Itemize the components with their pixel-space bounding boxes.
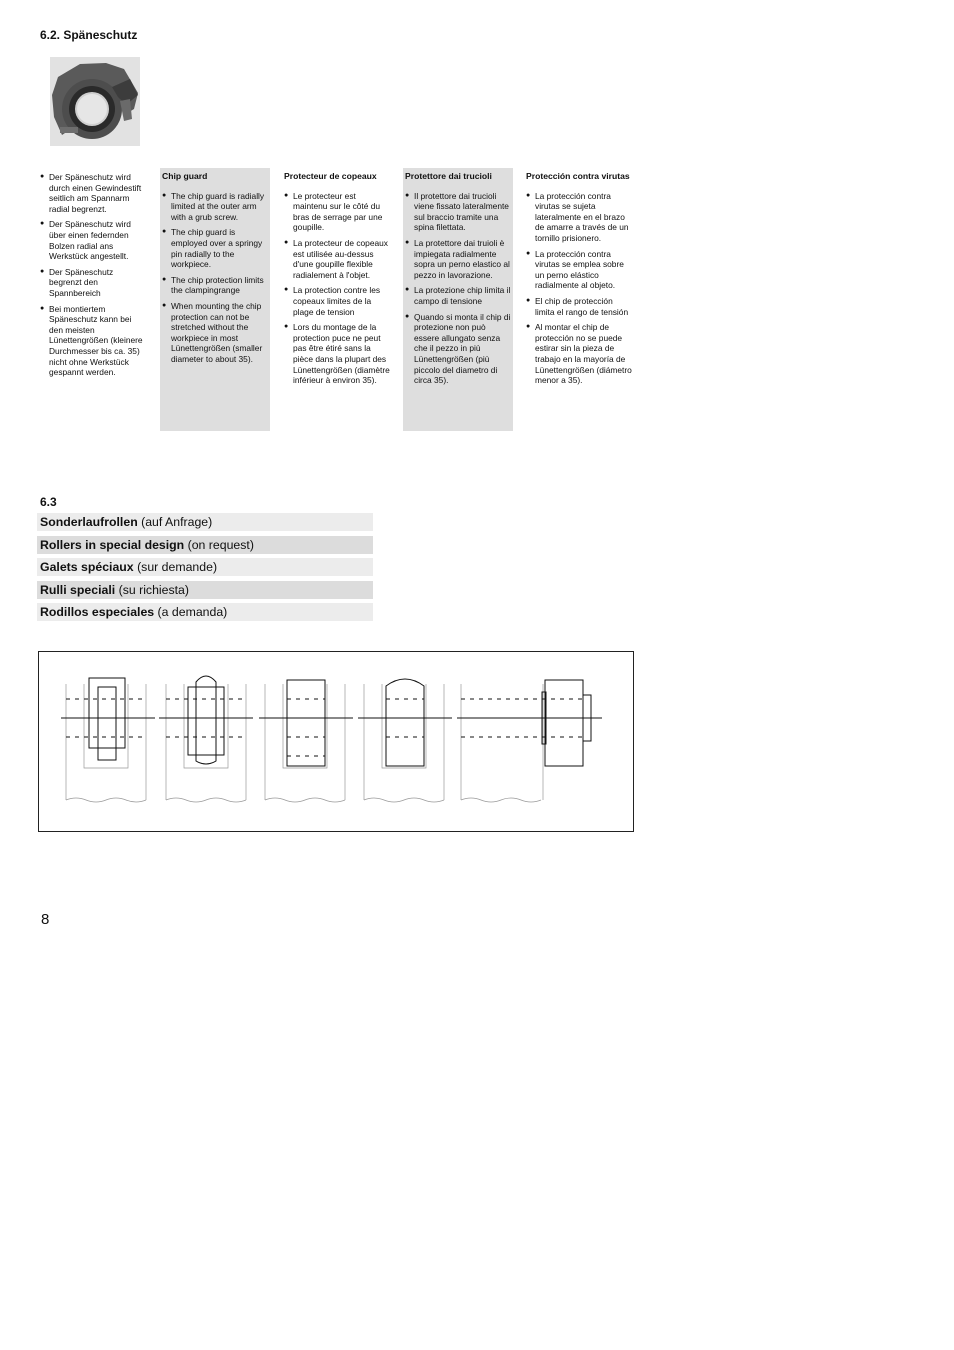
section-6-2-title: 6.2. Späneschutz bbox=[40, 28, 138, 42]
column-english bbox=[160, 168, 270, 431]
page-number: 8 bbox=[41, 911, 50, 928]
row-note: (sur demande) bbox=[133, 560, 218, 574]
language-row-en bbox=[37, 536, 373, 554]
list-item: ● La protección contra virutas se sujeta lateralmente en el brazo de amarre a través de un tornillo prisionero. bbox=[526, 191, 632, 244]
list-item: ● Bei montiertem Späneschutz kann bei den meisten Lünettengrößen (kleinere Durchmesser bis ca. 35) nicht ohne Werkstück gespannt werden. bbox=[40, 304, 146, 378]
list-item: ● Quando si monta il chip di protezione non può essere allungato senza che il pezzo in più Lünettengrößen (più piccolo del diametro di circa 35). bbox=[405, 312, 511, 386]
list-item: ● La protezione chip limita il campo di tensione bbox=[405, 285, 511, 306]
list-item: ● The chip protection limits the clampingrange bbox=[162, 275, 268, 296]
row-note: (su richiesta) bbox=[115, 582, 189, 597]
roller-design-1 bbox=[61, 678, 155, 802]
list-item: ● La protección contra virutas se emplea sobre un perno elástico radialmente al objeto. bbox=[526, 249, 632, 291]
roller-design-3 bbox=[259, 680, 353, 802]
section-6-3-number: 6.3 bbox=[40, 495, 57, 509]
roller-designs-diagram bbox=[38, 651, 634, 832]
row-note: (on request) bbox=[184, 537, 254, 552]
column-heading: Protección contra virutas bbox=[526, 171, 630, 181]
list-item: ● The chip guard is employed over a springy pin radially to the workpiece. bbox=[162, 227, 268, 269]
list-item: ● Lors du montage de la protection puce ne peut pas être étiré sans la pièce dans la plupart des Lünettengrößen (diamètre inférieur à environ 35). bbox=[284, 322, 390, 386]
list-item: ● Der Späneschutz begrenzt den Spannbereich bbox=[40, 267, 146, 299]
special-rollers-list bbox=[37, 513, 373, 626]
list-item: ● Der Späneschutz wird über einen federnden Bolzen radial ans Werkstück angestellt. bbox=[40, 219, 146, 261]
column-heading: Chip guard bbox=[162, 171, 208, 181]
row-bold-text: Rollers in special design bbox=[40, 537, 185, 552]
row-bold-text: Rulli speciali bbox=[40, 582, 116, 597]
list-item: ● Der Späneschutz wird durch einen Gewindestift seitlich am Spannarm radial begrenzt. bbox=[40, 172, 146, 214]
list-item: ● The chip guard is radially limited at the outer arm with a grub screw. bbox=[162, 191, 268, 223]
chip-guard-photo bbox=[50, 57, 140, 146]
language-row-de bbox=[37, 513, 373, 531]
column-french bbox=[282, 168, 392, 391]
row-note: (a demanda) bbox=[154, 605, 228, 619]
column-german bbox=[38, 172, 148, 383]
list-item: ● Al montar el chip de protección no se puede estirar sin la pieza de trabajo en la mayoría de Lünettengrößen (diámetro menor a 35). bbox=[526, 322, 632, 386]
roller-design-5 bbox=[457, 680, 602, 802]
row-bold-text: Rodillos especiales bbox=[40, 605, 155, 619]
row-note: (auf Anfrage) bbox=[137, 515, 213, 529]
column-heading: Protettore dai trucioli bbox=[405, 171, 492, 181]
roller-design-2 bbox=[159, 676, 253, 802]
language-row-es bbox=[37, 603, 373, 621]
column-italian bbox=[403, 168, 513, 431]
row-bold-text: Sonderlaufrollen bbox=[40, 515, 138, 529]
language-row-it bbox=[37, 581, 373, 599]
language-row-fr bbox=[37, 558, 373, 576]
list-item: ● La protecteur de copeaux est utilisée au-dessus d'une goupille flexible radialement à l'objet. bbox=[284, 238, 390, 280]
list-item: ● Le protecteur est maintenu sur le côté du bras de serrage par une goupille. bbox=[284, 191, 390, 233]
row-bold-text: Galets spéciaux bbox=[40, 560, 134, 574]
column-heading: Protecteur de copeaux bbox=[284, 171, 377, 181]
list-item: ● When mounting the chip protection can not be stretched without the workpiece in most Lünettengrößen (smaller diameter to about 35). bbox=[162, 301, 268, 365]
column-spanish bbox=[524, 168, 634, 391]
list-item: ● El chip de protección limita el rango de tensión bbox=[526, 296, 632, 317]
list-item: ● La protettore dai truioli è impiegata radialmente sopra un perno elastico al pezzo in lavorazione. bbox=[405, 238, 511, 280]
roller-design-4 bbox=[358, 679, 452, 802]
list-item: ● Il protettore dai trucioli viene fissato lateralmente sul braccio tramite una spina filettata. bbox=[405, 191, 511, 233]
list-item: ● La protection contre les copeaux limites de la plage de tension bbox=[284, 285, 390, 317]
